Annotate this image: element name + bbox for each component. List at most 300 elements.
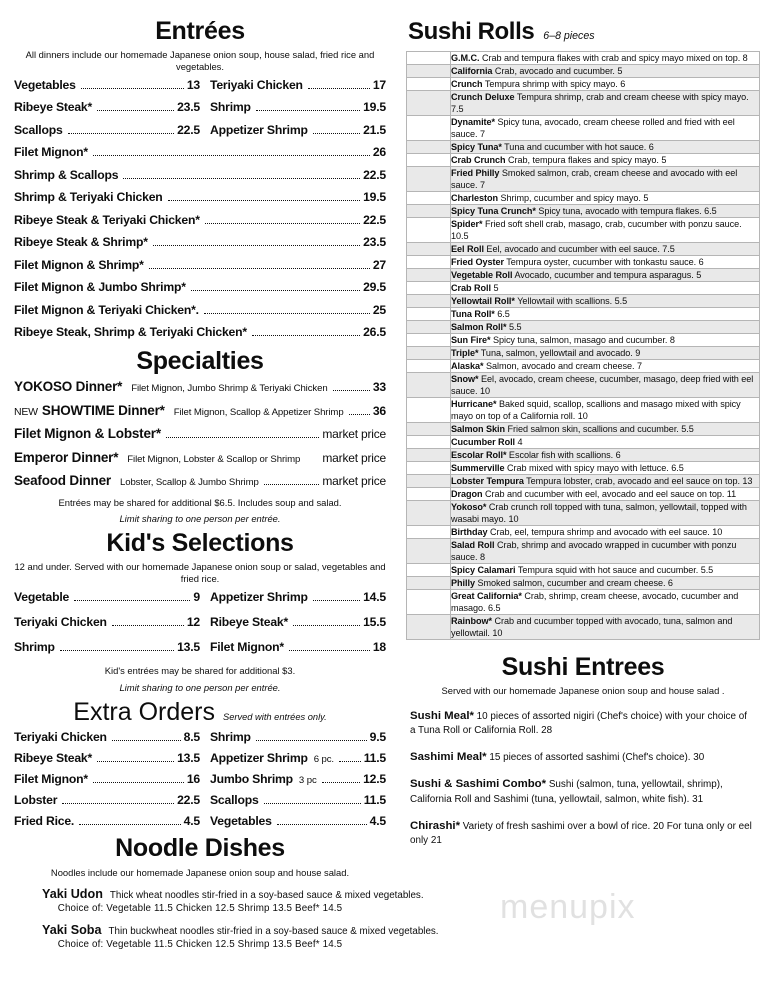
menu-item (14, 403, 386, 419)
menu-row (14, 145, 386, 160)
menu-item-price: 23.5 (363, 235, 386, 250)
table-row (407, 205, 760, 218)
roll-desc: Fried soft shell crab, masago, crab, cucumber with ponzu sauce. (482, 219, 742, 229)
roll-mark-cell[interactable] (407, 269, 451, 282)
roll-name: Triple* (451, 348, 479, 358)
roll-name: Fried Philly (451, 168, 500, 178)
menu-item (14, 303, 386, 318)
menu-item (14, 100, 200, 115)
roll-mark-cell[interactable] (407, 488, 451, 501)
sushi-entrees-list (406, 708, 760, 848)
menu-item-name: Ribeye Steak* (210, 614, 289, 629)
roll-name: Charleston (451, 193, 498, 203)
menu-item (14, 730, 200, 745)
roll-desc: Eel, avocado and cucumber with eel sauce. (483, 244, 660, 254)
table-row (407, 269, 760, 282)
roll-price: 10 (477, 386, 490, 396)
menu-row (14, 379, 386, 395)
menu-item-desc: Filet Mignon, Scallop & Appetizer Shrimp (173, 406, 344, 418)
roll-price: 6.5 (494, 309, 510, 319)
table-row (407, 539, 760, 564)
menu-item-desc: Lobster, Scallop & Jumbo Shrimp (119, 477, 259, 488)
specialties-footer-1: Entrées may be shared for additional $6.5. Includes soup and salad. (58, 496, 342, 508)
roll-mark-cell[interactable] (407, 436, 451, 449)
menu-item (14, 450, 386, 466)
roll-name: Hurricane* (451, 399, 497, 409)
menu-item-name: Ribeye Steak & Teriyaki Chicken* (14, 212, 200, 227)
roll-detail-cell (451, 526, 760, 539)
menu-item (200, 123, 386, 138)
roll-name: Yellowtail Roll* (451, 296, 515, 306)
roll-detail-cell (451, 462, 760, 475)
roll-name: Cucumber Roll (451, 437, 516, 447)
roll-name: Philly (451, 578, 475, 588)
table-row (407, 475, 760, 488)
menu-item-name: Jumbo Shrimp (210, 772, 293, 787)
menu-item-price: 11.5 (363, 793, 386, 808)
table-row (407, 449, 760, 462)
menu-row (14, 168, 386, 183)
menu-item (200, 640, 386, 655)
roll-name: Fried Oyster (451, 257, 504, 267)
roll-price: 6 (646, 142, 654, 152)
menu-item-price: 4.5 (183, 814, 200, 829)
roll-name: Spicy Tuna Crunch* (451, 206, 536, 216)
sushi-entree-item (406, 749, 760, 765)
menu-item-price: 9.5 (369, 730, 386, 745)
menu-item-name: Appetizer Shrimp (210, 589, 308, 604)
roll-name: Alaska* (451, 361, 484, 371)
roll-desc: Crab, tempura flakes and spicy mayo. (505, 155, 659, 165)
table-row (407, 436, 760, 449)
roll-detail-cell (451, 282, 760, 295)
roll-price: 4 (515, 437, 523, 447)
menu-row (14, 730, 386, 745)
roll-name: Great California* (451, 591, 522, 601)
menu-item-price: 29.5 (363, 280, 386, 295)
leader-dots (81, 81, 184, 89)
roll-desc: Yellowtail with scallions. (514, 296, 613, 306)
roll-desc: Tuna and cucumber with hot sauce. (501, 142, 647, 152)
roll-mark-cell[interactable] (407, 423, 451, 436)
menu-item-name: Shrimp (14, 639, 55, 654)
roll-price: 6 (613, 450, 621, 460)
roll-detail-cell (451, 154, 760, 167)
roll-mark-cell[interactable] (407, 116, 451, 141)
menu-item-price: 27 (372, 257, 386, 272)
roll-detail-cell (451, 321, 760, 334)
roll-price: 9 (632, 348, 641, 358)
roll-desc: Escolar fish with scallions. (506, 450, 614, 460)
menu-item-price: 36 (372, 403, 386, 418)
roll-mark-cell[interactable] (407, 526, 451, 539)
menu-item (14, 751, 200, 766)
menu-item (14, 258, 386, 273)
roll-price: 10 (489, 628, 503, 638)
menu-item (14, 814, 200, 829)
roll-mark-cell[interactable] (407, 539, 451, 564)
menu-item-name: Fried Rice. (14, 814, 75, 829)
roll-detail-cell (451, 91, 760, 116)
roll-detail-cell (451, 192, 760, 205)
leader-dots (168, 193, 361, 201)
table-row (407, 308, 760, 321)
roll-price: 5 (658, 155, 667, 165)
roll-mark-cell[interactable] (407, 475, 451, 488)
table-row (407, 154, 760, 167)
table-row (407, 577, 760, 590)
menu-item (14, 235, 386, 250)
table-row (407, 243, 760, 256)
menu-item-price: 26 (372, 145, 386, 160)
leader-dots (123, 171, 360, 179)
roll-price: 5 (490, 283, 499, 293)
noodle-item (14, 887, 424, 915)
sushi-rolls-header (406, 18, 760, 46)
roll-desc: Spicy tuna, avocado with tempura flakes. (535, 206, 702, 216)
table-row (407, 615, 760, 640)
roll-name: Rainbow* (451, 616, 493, 626)
roll-name: Salmon Skin (451, 424, 506, 434)
roll-desc: Crab mixed with spicy mayo with lettuce. (504, 463, 669, 473)
menu-row (14, 640, 386, 655)
menu-item-price: 12.5 (363, 772, 386, 787)
kids-title: Kid's Selections (106, 529, 294, 557)
menu-item-name: Emperor Dinner* (14, 449, 119, 465)
roll-mark-cell[interactable] (407, 295, 451, 308)
extra-orders-list (14, 730, 386, 829)
menu-row (14, 403, 386, 419)
leader-dots (74, 593, 190, 601)
menu-item-price: 15.5 (363, 614, 386, 629)
roll-name: Crunch (451, 79, 483, 89)
roll-price: 13 (739, 476, 753, 486)
menu-item-price: 4.5 (369, 814, 386, 829)
roll-price: 6 (617, 79, 626, 89)
roll-detail-cell (451, 334, 760, 347)
menu-item-name: Lobster (14, 793, 58, 808)
table-row (407, 52, 760, 65)
menu-item-price: market price (322, 474, 386, 488)
sushi-entree-item (406, 776, 760, 806)
roll-mark-cell[interactable] (407, 78, 451, 91)
noodle-item-choices: Choice of: Vegetable 11.5 Chicken 12.5 Shrimp 13.5 Beef* 14.5 (57, 939, 343, 951)
roll-desc: Tempura lobster, crab, avocado and eel sauce on top. (523, 476, 740, 486)
roll-price: 5.5 (678, 424, 694, 434)
sushi-entree-desc: 15 pieces of assorted sashimi (Chef's choice). 30 (486, 752, 705, 764)
leader-dots (264, 477, 320, 485)
menu-row (14, 814, 386, 829)
table-row (407, 218, 760, 243)
leader-dots (256, 733, 367, 741)
menu-item-name: Scallops (210, 793, 259, 808)
roll-detail-cell (451, 308, 760, 321)
menu-item-name: Teriyaki Chicken (14, 614, 107, 629)
leader-dots (112, 618, 184, 626)
leader-dots (252, 328, 360, 336)
leader-dots (62, 796, 174, 804)
roll-price: 5.5 (698, 565, 714, 575)
leader-dots (68, 126, 175, 134)
roll-name: Yokoso* (451, 502, 487, 512)
leader-dots (153, 238, 360, 246)
menu-row (14, 280, 386, 295)
leader-dots (293, 618, 360, 626)
roll-desc: Crab crunch roll topped with tuna, salmon, yellowtail, topped with wasabi mayo. (451, 502, 747, 524)
sushi-entrees-title: Sushi Entrees (501, 653, 665, 681)
menu-item-price: 13 (186, 77, 200, 92)
extra-orders-title: Extra Orders (73, 698, 215, 727)
roll-desc: Tempura oyster, cucumber with tonkastu sauce. (503, 257, 697, 267)
menu-item-badge: NEW (14, 405, 38, 418)
roll-mark-cell[interactable] (407, 205, 451, 218)
roll-detail-cell (451, 243, 760, 256)
table-row (407, 65, 760, 78)
roll-price: 7 (634, 361, 642, 371)
menu-item-price: 19.5 (363, 190, 386, 205)
roll-name: Eel Roll (451, 244, 484, 254)
menu-row (14, 473, 386, 489)
roll-detail-cell (451, 577, 760, 590)
menu-row (14, 78, 386, 93)
roll-name: Dragon (451, 489, 483, 499)
roll-desc: Crab and cucumber with eel, avocado and eel sauce on top. (482, 489, 725, 499)
roll-mark-cell[interactable] (407, 501, 451, 526)
roll-detail-cell (451, 590, 760, 615)
leader-dots (166, 430, 319, 438)
roll-mark-cell[interactable] (407, 398, 451, 423)
menu-item-name: Ribeye Steak* (14, 751, 93, 766)
noodle-item-name: Yaki Soba (42, 923, 102, 938)
roll-price: 5 (640, 193, 649, 203)
specialties-list (14, 379, 386, 489)
menu-item-name: Filet Mignon & Jumbo Shrimp* (14, 280, 186, 295)
kids-footer-2: Limit sharing to one person per entrée. (119, 681, 281, 693)
roll-name: Crunch Deluxe (451, 92, 515, 102)
table-row (407, 256, 760, 269)
roll-mark-cell[interactable] (407, 52, 451, 65)
noodle-item-desc: Thick wheat noodles stir-fried in a soy-based sauce & mixed vegetables. (109, 890, 424, 902)
menu-item-name: Seafood Dinner (14, 473, 111, 488)
menu-row (14, 751, 386, 766)
menu-item-price: 21.5 (363, 122, 386, 137)
leader-dots (322, 775, 360, 783)
roll-desc: Crab, shrimp, cream cheese, avocado, cucumber and masago. (451, 591, 739, 613)
roll-mark-cell[interactable] (407, 577, 451, 590)
menu-item-price: 22.5 (177, 122, 200, 137)
noodles-title: Noodle Dishes (115, 834, 285, 863)
roll-price: 7 (477, 180, 485, 190)
menu-item-price: 17 (372, 77, 386, 92)
menu-item (14, 280, 386, 295)
roll-mark-cell[interactable] (407, 192, 451, 205)
menu-item-name: Filet Mignon & Lobster* (14, 426, 161, 441)
menu-row (14, 258, 386, 273)
roll-detail-cell (451, 423, 760, 436)
leader-dots (313, 593, 360, 601)
menu-item (14, 793, 200, 808)
menu-row (14, 235, 386, 250)
menu-item-price: market price (322, 427, 386, 441)
noodle-item-choices: Choice of: Vegetable 11.5 Chicken 12.5 Shrimp 13.5 Beef* 14.5 (57, 903, 343, 915)
leader-dots (97, 754, 174, 762)
roll-name: Birthday (451, 527, 488, 537)
roll-desc: Crab, eel, tempura shrimp and avocado with eel sauce. (487, 527, 710, 537)
roll-price: 5 (693, 270, 702, 280)
roll-desc: Crab and tempura flakes with crab and spicy mayo mixed on top. (479, 53, 741, 63)
menu-item (14, 123, 200, 138)
menu-item (14, 168, 386, 183)
menu-item-name: Filet Mignon & Teriyaki Chicken*. (14, 302, 199, 317)
roll-name: Snow* (451, 374, 479, 384)
menu-item-name: Filet Mignon* (14, 772, 88, 787)
roll-mark-cell[interactable] (407, 462, 451, 475)
roll-mark-cell[interactable] (407, 347, 451, 360)
roll-mark-cell[interactable] (407, 564, 451, 577)
sushi-entree-item (406, 818, 760, 848)
roll-price: 6 (665, 578, 673, 588)
noodles-note: Noodles include our homemade Japanese onion soup and house salad. (50, 866, 350, 878)
sushi-entrees-note: Served with our homemade Japanese onion soup and house salad . (441, 685, 725, 697)
menu-item (200, 730, 386, 745)
menu-item-name: Shrimp & Scallops (14, 167, 119, 182)
roll-name: Crab Roll (451, 283, 491, 293)
menu-item-price: 22.5 (177, 793, 200, 808)
menu-item-qty: 3 pc (298, 775, 317, 787)
menu-item-name: Vegetables (14, 77, 76, 92)
sushi-entree-desc: 10 pieces of assorted nigiri (Chef's choice) with your choice of a Tuna Roll or California Roll. 28 (410, 711, 747, 737)
roll-name: Spicy Calamari (451, 565, 516, 575)
roll-desc: Avocado, cucumber and tempura asparagus. (512, 270, 694, 280)
leader-dots (289, 643, 370, 651)
roll-mark-cell[interactable] (407, 154, 451, 167)
sushi-entree-name: Sashimi Meal* (410, 751, 487, 764)
entrees-list (14, 78, 386, 341)
menu-row (14, 772, 386, 787)
roll-mark-cell[interactable] (407, 243, 451, 256)
table-row (407, 295, 760, 308)
sushi-rolls-table (406, 51, 760, 640)
roll-detail-cell (451, 488, 760, 501)
menu-item (14, 615, 200, 630)
table-row (407, 526, 760, 539)
menu-item-name: Filet Mignon & Shrimp* (14, 257, 144, 272)
roll-mark-cell[interactable] (407, 308, 451, 321)
roll-name: Crab Crunch (451, 155, 506, 165)
leader-dots (191, 283, 360, 291)
roll-price: 5.5 (612, 296, 628, 306)
roll-detail-cell (451, 539, 760, 564)
sushi-entree-desc: Sushi (salmon, tuna, yellowtail, shrimp), California Roll and Sashimi (tuna, yellowtail, salmon, white fish). 31 (410, 779, 723, 805)
leader-dots (333, 383, 370, 391)
roll-name: Escolar Roll* (451, 450, 507, 460)
roll-mark-cell[interactable] (407, 321, 451, 334)
table-row (407, 462, 760, 475)
roll-name: G.M.C. (451, 53, 480, 63)
roll-detail-cell (451, 116, 760, 141)
roll-mark-cell[interactable] (407, 590, 451, 615)
menu-item (200, 615, 386, 630)
roll-mark-cell[interactable] (407, 218, 451, 243)
table-row (407, 398, 760, 423)
table-row (407, 78, 760, 91)
menu-item (200, 100, 386, 115)
roll-mark-cell[interactable] (407, 373, 451, 398)
leader-dots (112, 733, 181, 741)
roll-name: Salmon Roll* (451, 322, 507, 332)
extra-orders-subtitle: Served with entrées only. (223, 712, 327, 723)
roll-detail-cell (451, 218, 760, 243)
sushi-entree-name: Chirashi* (410, 819, 461, 832)
table-row (407, 282, 760, 295)
roll-mark-cell[interactable] (407, 615, 451, 640)
roll-mark-cell[interactable] (407, 167, 451, 192)
roll-mark-cell[interactable] (407, 91, 451, 116)
menu-item (14, 426, 386, 442)
roll-mark-cell[interactable] (407, 334, 451, 347)
menu-row (14, 213, 386, 228)
menu-row (14, 615, 386, 630)
menu-item (14, 379, 386, 395)
menu-item-name: Appetizer Shrimp (210, 122, 308, 137)
sushi-rolls-subtitle: 6–8 pieces (543, 30, 595, 42)
menu-row (14, 426, 386, 442)
roll-name: Spider* (451, 219, 483, 229)
menu-item-price: market price (322, 450, 386, 465)
table-row (407, 91, 760, 116)
roll-mark-cell[interactable] (407, 256, 451, 269)
menu-item-name: Filet Mignon* (210, 639, 284, 654)
noodles-list (14, 887, 439, 951)
menu-item-price: 8.5 (183, 730, 200, 745)
sushi-entree-name: Sushi Meal* (410, 710, 474, 722)
table-row (407, 167, 760, 192)
leader-dots (308, 81, 370, 89)
leader-dots (277, 817, 367, 825)
menu-item-price: 13.5 (177, 639, 200, 654)
roll-desc: Tuna, salmon, yellowtail and avocado. (478, 348, 633, 358)
roll-price: 10 (575, 411, 588, 421)
roll-mark-cell[interactable] (407, 282, 451, 295)
menu-item-price: 13.5 (177, 751, 200, 766)
menu-item-name: Vegetables (210, 814, 272, 829)
roll-price: 5.5 (506, 322, 522, 332)
entrees-title: Entrées (155, 17, 245, 45)
table-row (407, 192, 760, 205)
roll-desc: Tempura squid with hot sauce and cucumber. (515, 565, 699, 575)
menu-item-price: 19.5 (363, 100, 386, 115)
menu-item (200, 793, 386, 808)
roll-mark-cell[interactable] (407, 360, 451, 373)
menu-item-name: Shrimp & Teriyaki Chicken (14, 190, 163, 205)
roll-detail-cell (451, 373, 760, 398)
leader-dots (264, 796, 361, 804)
menu-item-name: SHOWTIME Dinner* (41, 402, 165, 418)
roll-mark-cell[interactable] (407, 141, 451, 154)
roll-mark-cell[interactable] (407, 65, 451, 78)
specialties-footer-2: Limit sharing to one person per entrée. (119, 513, 281, 525)
roll-mark-cell[interactable] (407, 449, 451, 462)
table-row (407, 564, 760, 577)
roll-name: Vegetable Roll (451, 270, 513, 280)
menu-row (14, 303, 386, 318)
roll-name: California (451, 66, 493, 76)
leader-dots (205, 216, 360, 224)
sushi-rolls-title: Sushi Rolls (408, 18, 535, 45)
roll-detail-cell (451, 295, 760, 308)
menu-item (14, 145, 386, 160)
menu-item-price: 23.5 (177, 100, 200, 115)
